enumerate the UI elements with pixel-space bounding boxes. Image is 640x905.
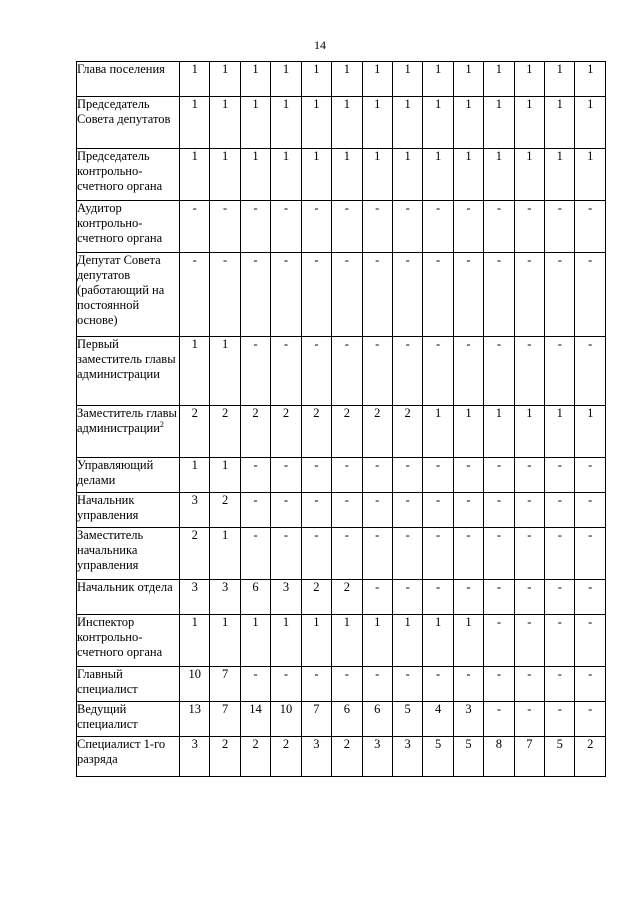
value-cell: 1 (514, 406, 544, 458)
position-title-cell (77, 406, 180, 458)
value-cell: - (332, 253, 362, 337)
value-cell: 3 (180, 737, 210, 777)
value-cell: - (545, 253, 575, 337)
value-cell: 1 (423, 62, 453, 97)
value-cell: 1 (545, 149, 575, 201)
value-cell: - (423, 493, 453, 528)
value-cell: - (514, 580, 544, 615)
value-cell: - (240, 493, 270, 528)
value-cell: 1 (210, 149, 240, 201)
value-cell: - (423, 528, 453, 580)
value-cell: 1 (575, 62, 606, 97)
table-row (77, 615, 606, 667)
value-cell: 7 (301, 702, 331, 737)
value-cell: - (362, 528, 392, 580)
value-cell: 13 (180, 702, 210, 737)
value-cell: 2 (271, 737, 301, 777)
value-cell: - (484, 702, 514, 737)
value-cell: - (332, 458, 362, 493)
position-title-cell (77, 737, 180, 777)
position-title-cell (77, 580, 180, 615)
value-cell: 1 (453, 149, 483, 201)
value-cell: 1 (332, 62, 362, 97)
value-cell: - (575, 458, 606, 493)
value-cell: - (271, 337, 301, 406)
position-title-cell (77, 337, 180, 406)
position-title: Начальник отдела (77, 580, 173, 594)
value-cell: - (240, 253, 270, 337)
value-cell: - (362, 253, 392, 337)
value-cell: - (392, 201, 422, 253)
value-cell: - (423, 337, 453, 406)
value-cell: 1 (423, 615, 453, 667)
value-cell: - (545, 528, 575, 580)
value-cell: - (545, 493, 575, 528)
value-cell: 1 (453, 615, 483, 667)
value-cell: - (545, 337, 575, 406)
value-cell: - (362, 493, 392, 528)
position-title-cell (77, 62, 180, 97)
value-cell: - (423, 667, 453, 702)
value-cell: 1 (514, 97, 544, 149)
value-cell: - (484, 337, 514, 406)
value-cell: 4 (423, 702, 453, 737)
value-cell: - (362, 667, 392, 702)
position-title: Специалист 1-го разряда (77, 737, 166, 766)
value-cell: 1 (362, 97, 392, 149)
value-cell: - (362, 580, 392, 615)
position-title: Ведущий специалист (77, 702, 138, 731)
value-cell: - (210, 253, 240, 337)
value-cell: - (271, 253, 301, 337)
table-row (77, 62, 606, 97)
value-cell: - (301, 458, 331, 493)
value-cell: - (301, 528, 331, 580)
value-cell: - (545, 615, 575, 667)
value-cell: 1 (362, 149, 392, 201)
value-cell: - (332, 337, 362, 406)
value-cell: 1 (332, 149, 362, 201)
position-title: Главный специалист (77, 667, 138, 696)
table-row (77, 737, 606, 777)
value-cell: - (301, 493, 331, 528)
value-cell: - (545, 458, 575, 493)
value-cell: - (423, 201, 453, 253)
table-row (77, 253, 606, 337)
value-cell: - (484, 615, 514, 667)
value-cell: - (575, 580, 606, 615)
value-cell: - (271, 201, 301, 253)
value-cell: 1 (423, 97, 453, 149)
value-cell: - (484, 667, 514, 702)
value-cell: - (423, 580, 453, 615)
value-cell: - (240, 528, 270, 580)
value-cell: 3 (180, 493, 210, 528)
value-cell: - (545, 580, 575, 615)
value-cell: 7 (210, 702, 240, 737)
position-title: Начальник управления (77, 493, 139, 522)
position-title-cell (77, 493, 180, 528)
value-cell: - (301, 667, 331, 702)
value-cell: 1 (180, 97, 210, 149)
position-title-cell (77, 615, 180, 667)
value-cell: - (423, 253, 453, 337)
value-cell: 5 (545, 737, 575, 777)
position-title-cell (77, 201, 180, 253)
value-cell: 2 (575, 737, 606, 777)
value-cell: - (575, 337, 606, 406)
value-cell: 1 (301, 97, 331, 149)
value-cell: 3 (362, 737, 392, 777)
page-number: 14 (314, 38, 326, 52)
value-cell: - (514, 702, 544, 737)
value-cell: 1 (392, 149, 422, 201)
table-row (77, 97, 606, 149)
value-cell: 3 (392, 737, 422, 777)
table-row (77, 580, 606, 615)
position-title: Управляющий делами (77, 458, 154, 487)
staff-norms-table (76, 61, 606, 777)
value-cell: - (392, 528, 422, 580)
value-cell: 2 (362, 406, 392, 458)
value-cell: 2 (180, 528, 210, 580)
table-row (77, 201, 606, 253)
value-cell: 3 (271, 580, 301, 615)
value-cell: 3 (453, 702, 483, 737)
position-title-cell (77, 458, 180, 493)
value-cell: 1 (484, 149, 514, 201)
position-title: Глава поселения (77, 62, 165, 76)
value-cell: 2 (180, 406, 210, 458)
value-cell: 1 (514, 149, 544, 201)
value-cell: 1 (545, 97, 575, 149)
value-cell: - (514, 667, 544, 702)
value-cell: 1 (545, 406, 575, 458)
value-cell: 1 (271, 149, 301, 201)
value-cell: 1 (484, 62, 514, 97)
value-cell: 1 (332, 97, 362, 149)
value-cell: - (484, 493, 514, 528)
value-cell: - (180, 253, 210, 337)
table-row (77, 528, 606, 580)
value-cell: - (301, 337, 331, 406)
value-cell: - (453, 580, 483, 615)
value-cell: 6 (362, 702, 392, 737)
value-cell: 2 (332, 737, 362, 777)
table-row (77, 406, 606, 458)
value-cell: 3 (180, 580, 210, 615)
value-cell: - (332, 201, 362, 253)
position-title-cell (77, 528, 180, 580)
value-cell: - (362, 337, 392, 406)
value-cell: 1 (575, 149, 606, 201)
value-cell: - (575, 493, 606, 528)
value-cell: 1 (180, 62, 210, 97)
value-cell: 2 (301, 580, 331, 615)
value-cell: 1 (392, 62, 422, 97)
value-cell: 1 (301, 62, 331, 97)
value-cell: - (514, 615, 544, 667)
value-cell: - (332, 528, 362, 580)
position-title: Депутат Совета депутатов (работающий на постоянной основе) (77, 253, 165, 327)
value-cell: - (453, 667, 483, 702)
value-cell: - (545, 667, 575, 702)
position-title-cell (77, 253, 180, 337)
table-row (77, 337, 606, 406)
value-cell: 1 (332, 615, 362, 667)
value-cell: 1 (210, 62, 240, 97)
value-cell: 1 (240, 615, 270, 667)
value-cell: - (392, 253, 422, 337)
value-cell: - (514, 493, 544, 528)
value-cell: 1 (271, 62, 301, 97)
value-cell: - (545, 702, 575, 737)
value-cell: 2 (392, 406, 422, 458)
position-title: Председатель контрольно-счетного органа (77, 149, 163, 193)
value-cell: - (392, 667, 422, 702)
position-title-cell (77, 149, 180, 201)
position-title: Аудитор контрольно-счетного органа (77, 201, 163, 245)
value-cell: - (240, 667, 270, 702)
value-cell: 2 (240, 406, 270, 458)
value-cell: 2 (271, 406, 301, 458)
value-cell: - (484, 528, 514, 580)
value-cell: - (392, 580, 422, 615)
value-cell: - (362, 458, 392, 493)
value-cell: 1 (180, 458, 210, 493)
value-cell: - (453, 253, 483, 337)
value-cell: 1 (453, 62, 483, 97)
value-cell: 2 (210, 406, 240, 458)
value-cell: 1 (575, 406, 606, 458)
value-cell: - (514, 253, 544, 337)
position-title-cell (77, 702, 180, 737)
value-cell: 10 (271, 702, 301, 737)
value-cell: 6 (240, 580, 270, 615)
position-title: Заместитель начальника управления (77, 528, 144, 572)
value-cell: - (362, 201, 392, 253)
value-cell: 2 (301, 406, 331, 458)
position-title: Первый заместитель главы администрации (77, 337, 176, 381)
value-cell: - (240, 458, 270, 493)
value-cell: 3 (210, 580, 240, 615)
value-cell: 1 (514, 62, 544, 97)
value-cell: 1 (362, 62, 392, 97)
value-cell: 1 (423, 406, 453, 458)
value-cell: - (514, 201, 544, 253)
position-title: Председатель Совета депутатов (77, 97, 171, 126)
value-cell: 1 (362, 615, 392, 667)
value-cell: - (271, 528, 301, 580)
value-cell: - (575, 615, 606, 667)
value-cell: 1 (484, 97, 514, 149)
value-cell: 2 (210, 737, 240, 777)
footnote-marker: 2 (159, 419, 164, 429)
table-row (77, 493, 606, 528)
value-cell: - (332, 667, 362, 702)
value-cell: 1 (453, 406, 483, 458)
table-row (77, 667, 606, 702)
value-cell: 1 (180, 615, 210, 667)
value-cell: - (453, 337, 483, 406)
value-cell: - (271, 667, 301, 702)
value-cell: 5 (392, 702, 422, 737)
value-cell: - (392, 493, 422, 528)
value-cell: - (484, 458, 514, 493)
value-cell: - (575, 667, 606, 702)
value-cell: 8 (484, 737, 514, 777)
position-title: Заместитель главы администрации (77, 406, 177, 435)
value-cell: - (392, 458, 422, 493)
position-title: Инспектор контрольно-счетного органа (77, 615, 163, 659)
value-cell: - (271, 493, 301, 528)
value-cell: 1 (210, 97, 240, 149)
value-cell: - (180, 201, 210, 253)
value-cell: 2 (240, 737, 270, 777)
value-cell: 6 (332, 702, 362, 737)
value-cell: 7 (514, 737, 544, 777)
value-cell: 1 (210, 615, 240, 667)
value-cell: 1 (575, 97, 606, 149)
value-cell: - (575, 702, 606, 737)
value-cell: - (484, 253, 514, 337)
value-cell: - (301, 201, 331, 253)
value-cell: 1 (301, 615, 331, 667)
value-cell: 1 (210, 458, 240, 493)
value-cell: - (453, 201, 483, 253)
value-cell: 5 (423, 737, 453, 777)
value-cell: - (392, 337, 422, 406)
value-cell: - (514, 337, 544, 406)
value-cell: - (484, 580, 514, 615)
value-cell: - (271, 458, 301, 493)
value-cell: - (514, 528, 544, 580)
value-cell: 1 (240, 62, 270, 97)
value-cell: 1 (240, 97, 270, 149)
table-row (77, 458, 606, 493)
table-row (77, 149, 606, 201)
value-cell: 1 (240, 149, 270, 201)
value-cell: 10 (180, 667, 210, 702)
value-cell: - (575, 253, 606, 337)
value-cell: 2 (210, 493, 240, 528)
value-cell: 1 (453, 97, 483, 149)
value-cell: 2 (332, 406, 362, 458)
value-cell: - (453, 528, 483, 580)
value-cell: 1 (180, 149, 210, 201)
value-cell: 1 (545, 62, 575, 97)
value-cell: 1 (392, 615, 422, 667)
value-cell: 7 (210, 667, 240, 702)
value-cell: - (453, 458, 483, 493)
value-cell: - (423, 458, 453, 493)
value-cell: - (575, 528, 606, 580)
value-cell: 1 (180, 337, 210, 406)
value-cell: 3 (301, 737, 331, 777)
value-cell: 2 (332, 580, 362, 615)
value-cell: 14 (240, 702, 270, 737)
value-cell: - (453, 493, 483, 528)
value-cell: - (575, 201, 606, 253)
value-cell: - (484, 201, 514, 253)
value-cell: 5 (453, 737, 483, 777)
value-cell: - (240, 201, 270, 253)
value-cell: - (332, 493, 362, 528)
value-cell: - (514, 458, 544, 493)
value-cell: 1 (423, 149, 453, 201)
value-cell: - (210, 201, 240, 253)
table-row (77, 702, 606, 737)
value-cell: 1 (210, 337, 240, 406)
value-cell: - (240, 337, 270, 406)
value-cell: - (545, 201, 575, 253)
position-title-cell (77, 97, 180, 149)
value-cell: 1 (392, 97, 422, 149)
value-cell: 1 (484, 406, 514, 458)
value-cell: - (301, 253, 331, 337)
position-title-cell (77, 667, 180, 702)
value-cell: 1 (271, 97, 301, 149)
value-cell: 1 (210, 528, 240, 580)
value-cell: 1 (271, 615, 301, 667)
value-cell: 1 (301, 149, 331, 201)
